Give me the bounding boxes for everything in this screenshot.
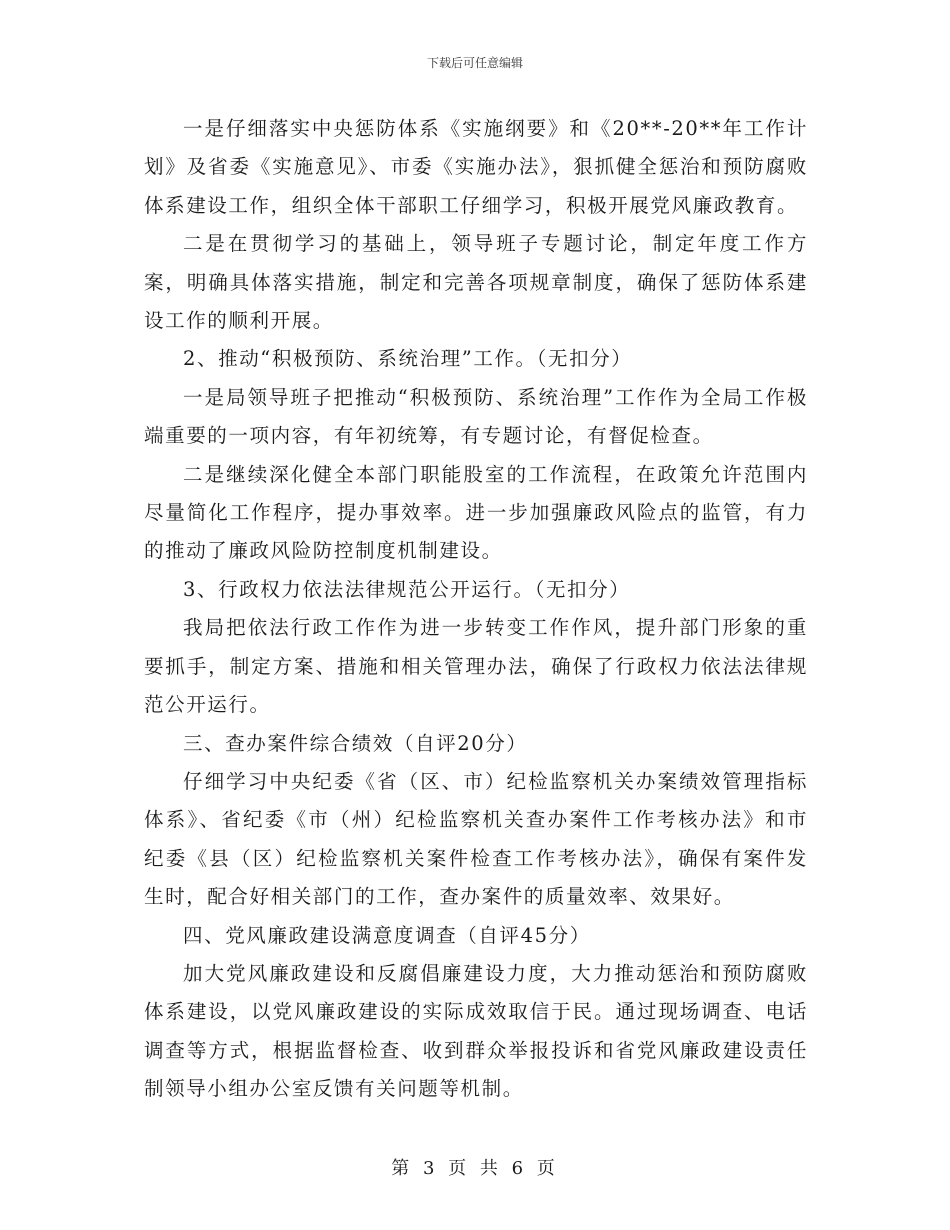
paragraph: 加大党风廉政建设和反腐倡廉建设力度，大力推动惩治和预防腐败体系建设，以党风廉政建设的实际成效取信于民。通过现场调查、电话调查等方式，根据监督检查、收到群众举报投诉和省党风廉政建设责任制领导小组办公室反馈有关问题等机制。 — [144, 961, 808, 1101]
paragraph: 二是在贯彻学习的基础上，领导班子专题讨论，制定年度工作方案，明确具体落实措施，制定和完善各项规章制度，确保了惩防体系建设工作的顺利开展。 — [144, 232, 808, 333]
paragraph: 我局把依法行政工作作为进一步转变工作作风，提升部门形象的重要抓手，制定方案、措施和相关管理办法，确保了行政权力依法法律规范公开运行。 — [144, 616, 808, 717]
section-heading: 四、党风廉政建设满意度调查（自评45分） — [183, 923, 591, 947]
page-header: 下载后可任意编辑 — [426, 56, 523, 70]
section-heading: 3、行政权力依法法律规范公开运行。（无扣分） — [183, 577, 631, 601]
paragraph: 一是仔细落实中央惩防体系《实施纲要》和《20**-20**年工作计划》及省委《实施意见》、市委《实施办法》，狠抓健全惩治和预防腐败体系建设工作，组织全体干部职工仔细学习，积极开展党风廉政教育。 — [144, 117, 808, 217]
section-heading: 2、推动“积极预防、系统治理”工作。（无扣分） — [183, 347, 633, 371]
document-body — [144, 110, 808, 1109]
page-footer: 第 3 页 共 6 页 — [391, 1158, 559, 1179]
section-heading: 三、查办案件综合绩效（自评20分） — [183, 731, 528, 755]
paragraph: 仔细学习中央纪委《省（区、市）纪检监察机关办案绩效管理指标体系》、省纪委《市（州）纪检监察机关查办案件工作考核办法》和市纪委《县（区）纪检监察机关案件检查工作考核办法》，确保有案件发生时，配合好相关部门的工作，查办案件的质量效率、效果好。 — [144, 769, 808, 909]
paragraph: 一是局领导班子把推动“积极预防、系统治理”工作作为全局工作极端重要的一项内容，有年初统筹，有专题讨论，有督促检查。 — [144, 385, 808, 448]
paragraph: 二是继续深化健全本部门职能股室的工作流程，在政策允许范围内尽量简化工作程序，提办事效率。进一步加强廉政风险点的监管，有力的推动了廉政风险防控制度机制建设。 — [144, 462, 808, 563]
